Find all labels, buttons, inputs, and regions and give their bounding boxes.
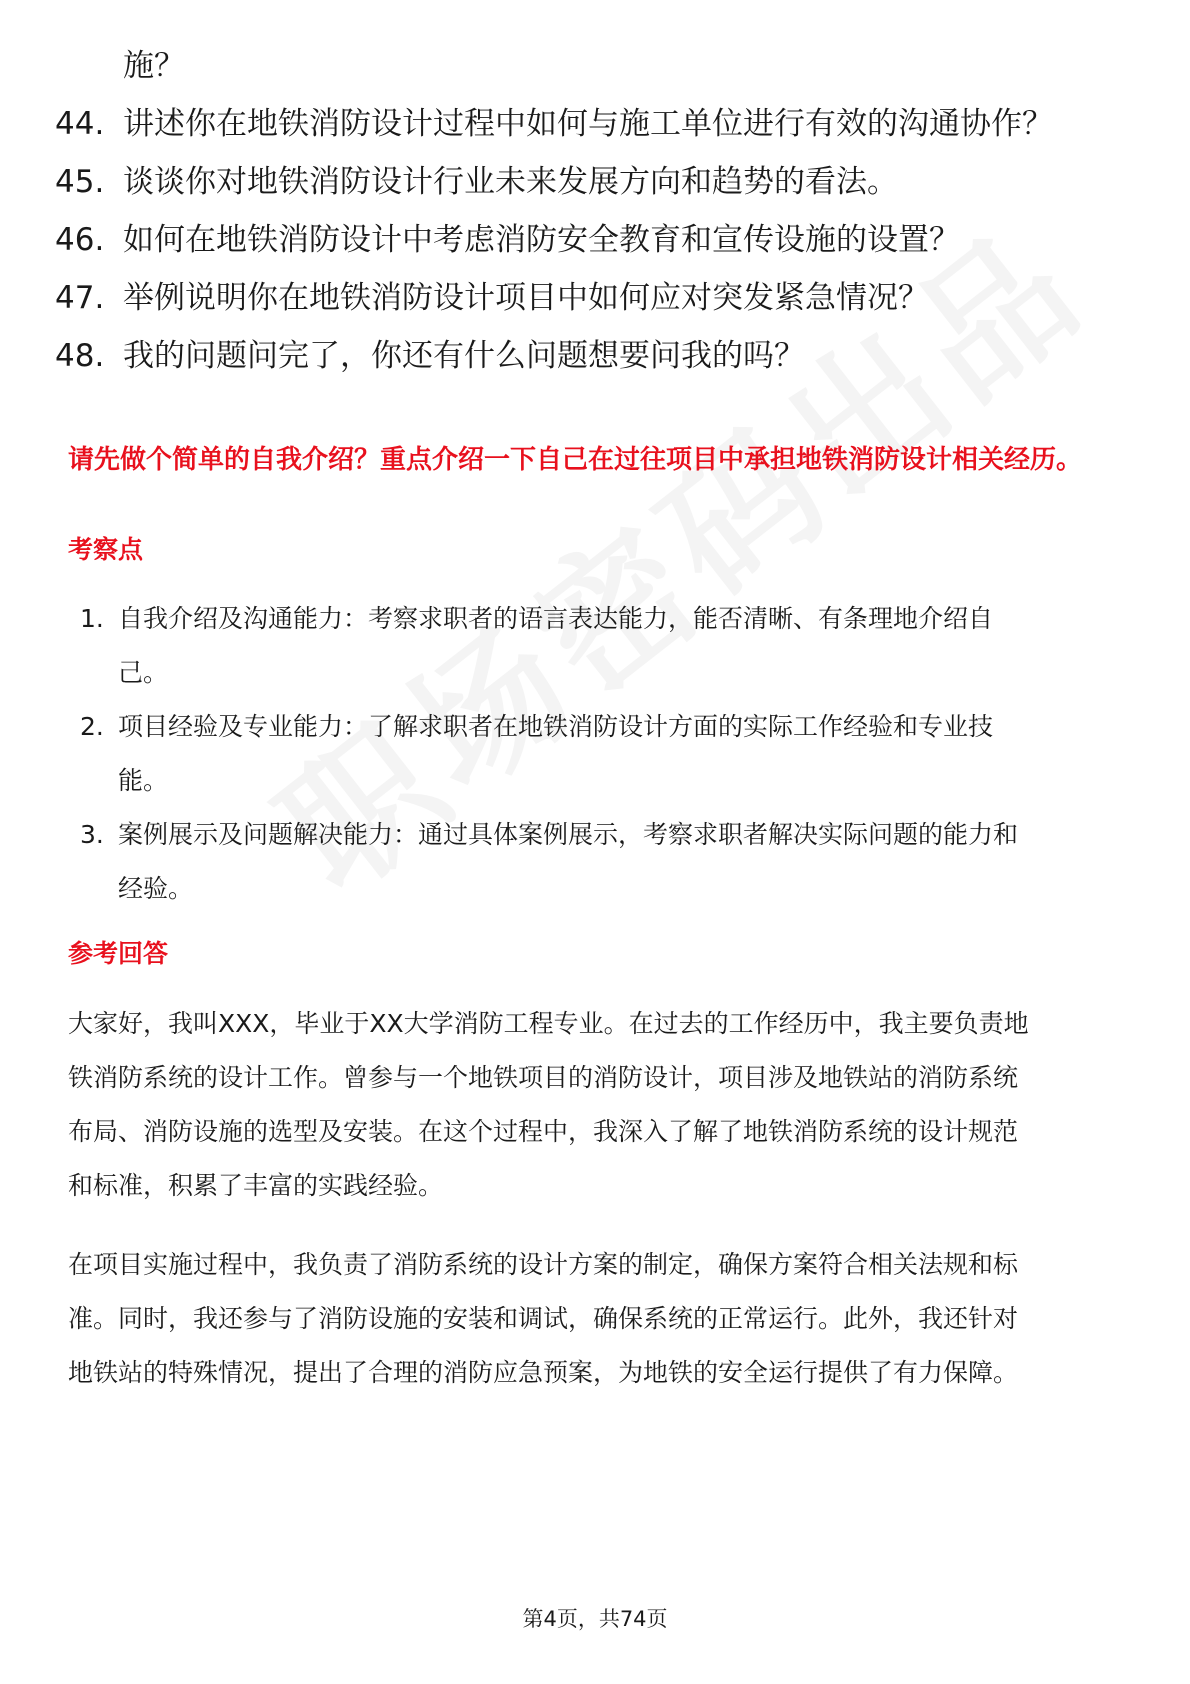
main-question-heading: 请先做个简单的自我介绍？重点介绍一下自己在过往项目中承担地铁消防设计相关经历。 (68, 445, 1083, 475)
point-number: 2. (80, 712, 104, 741)
list-item (55, 102, 1135, 146)
question-number: 48. (55, 338, 105, 374)
page-footer: 第4页，共74页 (522, 1607, 668, 1631)
question-number: 47. (55, 280, 105, 316)
question-number: 44. (55, 106, 105, 142)
question-number: 46. (55, 222, 105, 258)
question-text: 举例说明你在地铁消防设计项目中如何应对突发紧急情况？ (123, 280, 929, 316)
question-continued: 施？ (123, 48, 185, 84)
answer-paragraph: 在项目实施过程中，我负责了消防系统的设计方案的制定，确保方案符合相关法规和标准。同时，我还参与了消防设施的安装和调试，确保系统的正常运行。此外，我还针对地铁站的特殊情况，提出了合理的消防应急预案，为地铁的安全运行提供了有力保障。 (68, 1250, 1019, 1387)
point-number: 3. (80, 820, 104, 849)
point-number: 1. (80, 604, 104, 633)
question-list (55, 44, 1135, 392)
list-item (55, 160, 1135, 204)
points-section-title: 考察点 (68, 535, 144, 564)
list-item (80, 808, 1040, 916)
list-item (55, 334, 1135, 378)
point-text: 自我介绍及沟通能力：考察求职者的语言表达能力，能否清晰、有条理地介绍自己。 (118, 604, 994, 687)
list-item (55, 218, 1135, 262)
points-list (80, 592, 1040, 916)
list-item (80, 592, 1040, 700)
question-text: 讲述你在地铁消防设计过程中如何与施工单位进行有效的沟通协作？ (123, 106, 1053, 142)
question-number: 45. (55, 164, 105, 200)
answer-paragraph: 大家好，我叫XXX，毕业于XX大学消防工程专业。在过去的工作经历中，我主要负责地铁消防系统的设计工作。曾参与一个地铁项目的消防设计，项目涉及地铁站的消防系统布局、消防设施的选型及安装。在这个过程中，我深入了解了地铁消防系统的设计规范和标准，积累了丰富的实践经验。 (68, 1009, 1029, 1200)
answer-section-title: 参考回答 (68, 939, 169, 968)
list-item (55, 276, 1135, 320)
list-item (80, 700, 1040, 808)
question-text: 如何在地铁消防设计中考虑消防安全教育和宣传设施的设置？ (123, 222, 960, 258)
question-text: 我的问题问完了，你还有什么问题想要问我的吗？ (123, 338, 805, 374)
question-text: 谈谈你对地铁消防设计行业未来发展方向和趋势的看法。 (123, 164, 898, 200)
point-text: 案例展示及问题解决能力：通过具体案例展示，考察求职者解决实际问题的能力和经验。 (118, 820, 1019, 903)
point-text: 项目经验及专业能力：了解求职者在地铁消防设计方面的实际工作经验和专业技能。 (118, 712, 994, 795)
